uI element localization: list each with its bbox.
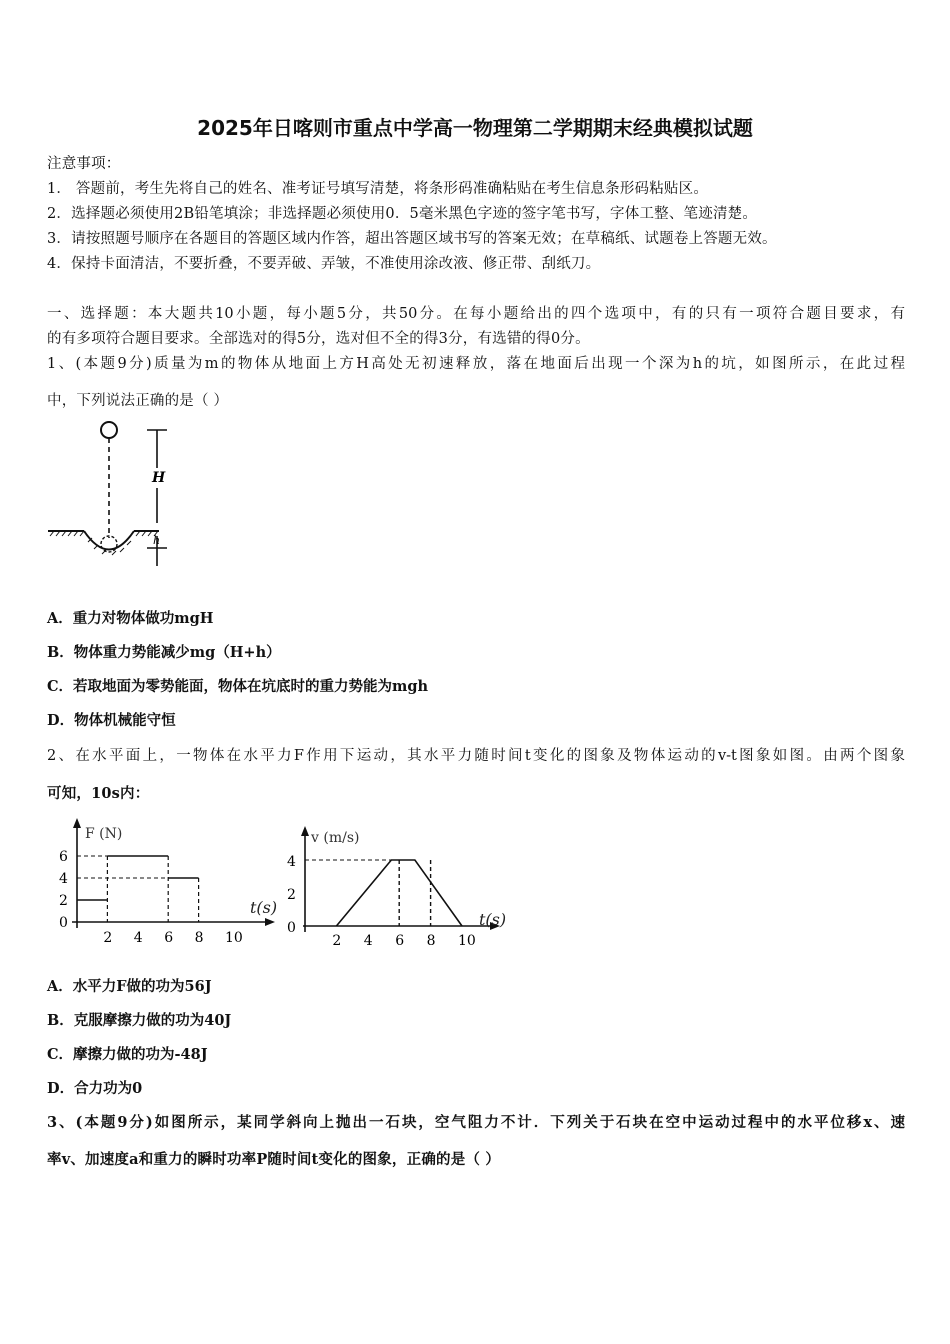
notice-item-2: 2．选择题必须使用2B铅笔填涂；非选择题必须使用0．5毫米黑色字迹的签字笔书写，字体工整、笔迹清楚。 (47, 206, 758, 222)
q2-stem-line-1: 2、在水平面上，一物体在水平力F作用下运动，其水平力随时间t变化的图象及物体运动的v-t图象如图。由两个图象 (47, 748, 905, 764)
q1-option-d: D．物体机械能守恒 (47, 712, 176, 729)
f-y-arrow (73, 818, 81, 828)
f-y-axis-label: F (N) (85, 826, 123, 842)
q1-stem-line-1: 1、(本题9分)质量为m的物体从地面上方H高处无初速释放，落在地面后出现一个深为h的坑，如图所示，在此过程 (47, 356, 905, 372)
v-y-tick-label: 0 (287, 920, 296, 936)
f-x-arrow (265, 918, 275, 926)
label-H: H (152, 470, 166, 486)
f-x-tick-label: 6 (164, 930, 174, 946)
q2-stem-line-2: 可知，10s内： (47, 785, 150, 802)
v-y-tick-label: 4 (287, 854, 296, 870)
label-h: h (153, 534, 161, 547)
q1-option-c: C．若取地面为零势能面，物体在坑底时的重力势能为mgh (47, 678, 429, 695)
notice-item-1: 1． 答题前，考生先将自己的姓名、准考证号填写清楚，将条形码准确粘贴在考生信息条形码粘贴区。 (47, 181, 709, 197)
f-x-tick-label: 4 (133, 930, 143, 946)
q2-option-d: D．合力功为0 (47, 1080, 143, 1097)
section-instructions-line-2: 的有多项符合题目要求。全部选对的得5分，选对但不全的得3分，有选错的得0分。 (47, 331, 590, 347)
q2-option-b: B．克服摩擦力做的功为40J (47, 1012, 232, 1029)
f-y-tick-label: 0 (59, 915, 68, 931)
v-y-arrow (301, 826, 309, 836)
v-x-tick-label: 8 (426, 933, 436, 949)
q1-option-b: B．物体重力势能减少mg（H+h） (47, 644, 281, 661)
v-x-tick-label: 10 (458, 933, 476, 949)
f-x-tick-label: 2 (103, 930, 113, 946)
q2-option-a: A．水平力F做的功为56J (47, 978, 212, 995)
v-y-tick-label: 2 (287, 887, 296, 903)
v-y-axis-label: v (m/s) (311, 830, 360, 846)
q2-option-c: C．摩擦力做的功为-48J (47, 1046, 208, 1063)
ball-initial (101, 422, 117, 438)
q1-figure (44, 418, 194, 576)
force-time-chart (50, 816, 285, 951)
q3-stem-line-2: 率v、加速度a和重力的瞬时功率P随时间t变化的图象，正确的是（ ） (47, 1151, 501, 1168)
v-x-tick-label: 4 (363, 933, 373, 949)
ground-surface (48, 531, 159, 555)
f-x-axis-label: t(s) (250, 898, 278, 917)
v-x-axis-label: t(s) (479, 910, 507, 929)
page-title: 2025年日喀则市重点中学高一物理第二学期期末经典模拟试题 (197, 116, 753, 140)
q1-option-a: A．重力对物体做功mgH (47, 610, 214, 627)
f-y-tick-label: 4 (59, 871, 68, 887)
f-x-tick-label: 10 (225, 930, 243, 946)
q3-stem-line-1: 3、(本题9分)如图所示，某同学斜向上抛出一石块，空气阻力不计．下列关于石块在空中运动过程中的水平位移x、速 (47, 1114, 905, 1131)
f-x-tick-label: 8 (194, 930, 204, 946)
f-y-tick-label: 2 (59, 893, 68, 909)
f-y-tick-label: 6 (59, 849, 68, 865)
velocity-time-chart (283, 822, 523, 954)
section-instructions-line-1: 一、选择题：本大题共10小题，每小题5分，共50分。在每小题给出的四个选项中，有的只有一项符合题目要求，有 (47, 306, 905, 322)
notice-item-3: 3．请按照题号顺序在各题目的答题区域内作答，超出答题区域书写的答案无效；在草稿纸、试题卷上答题无效。 (47, 231, 777, 247)
notice-item-4: 4．保持卡面清洁，不要折叠，不要弄破、弄皱，不准使用涂改液、修正带、刮纸刀。 (47, 256, 601, 272)
v-x-tick-label: 6 (395, 933, 405, 949)
notice-heading: 注意事项： (47, 156, 121, 172)
v-x-tick-label: 2 (332, 933, 342, 949)
q1-stem-line-2: 中，下列说法正确的是（ ） (47, 393, 229, 409)
